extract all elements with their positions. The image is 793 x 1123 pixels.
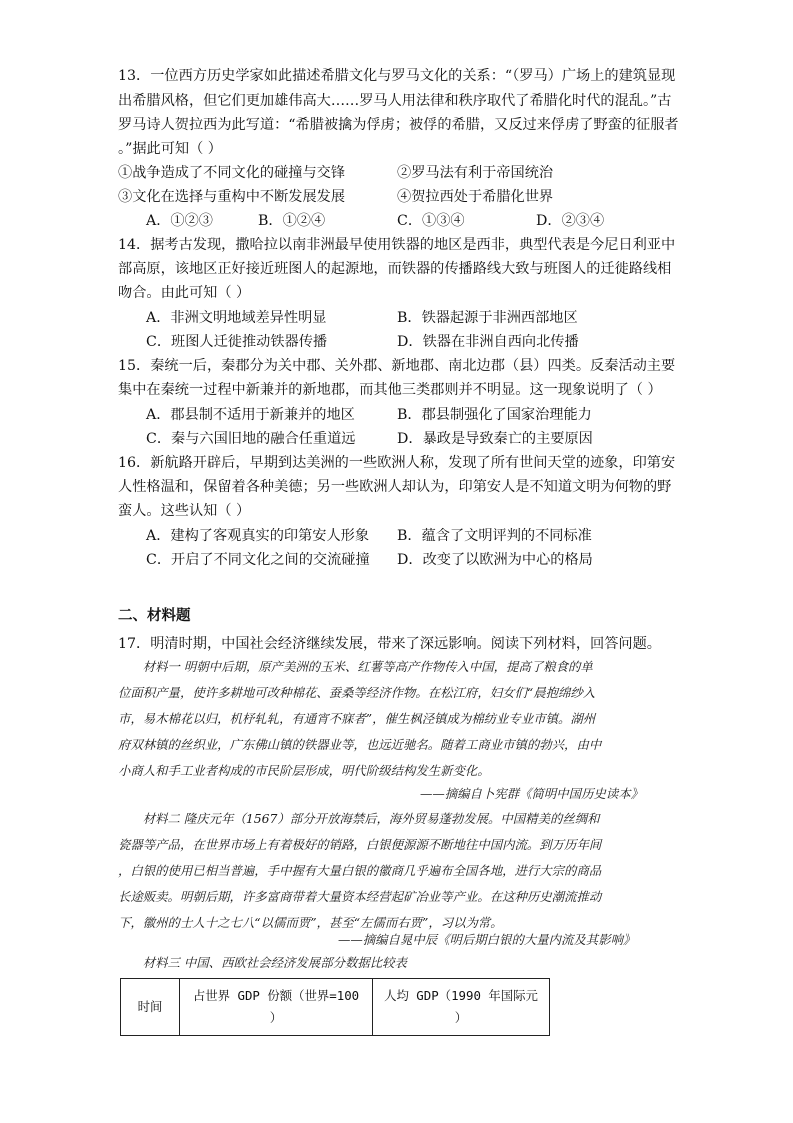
material-1-line-5: 小商人和手工业者构成的市民阶层形成，明代阶级结构发生新变化。 [118, 763, 490, 778]
table-header-row [121, 979, 550, 1036]
q15-stem-line-1: 15．秦统一后，秦郡分为关中郡、关外郡、新地郡、南北边郡（县）四类。反秦活动主要 [118, 358, 676, 374]
material-1-line-3: 市，易木棉花以归，机杼轧轧，有通宵不寐者”，催生枫泾镇成为棉纺业专业市镇。湖州 [118, 711, 596, 726]
material-2-line-2: 瓷器等产品，在世界市场上有着极好的销路，白银便源源不断地往中国内流。到万历年间 [118, 837, 602, 852]
q15-stem-line-2: 集中在秦统一过程中新兼并的新地郡，而其他三类郡则并不明显。这一现象说明了（ ） [118, 382, 662, 398]
q13-item-1: ①战争造成了不同文化的碰撞与交锋 [118, 165, 346, 181]
q13-item-2: ②罗马法有利于帝国统治 [397, 165, 554, 181]
material-1-line-2: 位面积产量，使许多耕地可改种棉花、蚕桑等经济作物。在松江府，妇女们“晨抱绵纱入 [118, 685, 596, 700]
q14-stem-line-1: 14．据考古发现，撒哈拉以南非洲最早使用铁器的地区是西非，典型代表是今尼日利亚中 [118, 237, 676, 253]
section-title: 二、材料题 [118, 608, 191, 624]
q15-option-c[interactable]: C．秦与六国旧地的融合任重道远 [146, 431, 356, 447]
q15-option-d[interactable]: D．暴政是导致秦亡的主要原因 [397, 431, 593, 447]
material-1-line-1: 材料一 明朝中后期，原产美洲的玉米、红薯等高产作物传入中国，提高了粮食的单 [118, 659, 593, 674]
q13-stem-line-4: 。”据此可知（ ） [118, 141, 222, 157]
table-header-gdp-per-capita-line-1: 人均 GDP（1990 年国际元 [384, 988, 538, 1003]
q16-stem-line-1: 16．新航路开辟后，早期到达美洲的一些欧洲人称，发现了所有世间天堂的迹象，印第安 [118, 455, 676, 471]
q13-stem-line-1: 13．一位西方历史学家如此描述希腊文化与罗马文化的关系：“（罗马）广场上的建筑显现 [118, 68, 676, 84]
table-header-gdp-share-line-1: 占世界 GDP 份额（世界=100 [192, 988, 360, 1003]
q13-option-b[interactable]: B．①②④ [258, 213, 326, 229]
material-1-line-4: 府双林镇的丝织业，广东佛山镇的铁器业等，也远近驰名。随着工商业市镇的勃兴，由中 [118, 737, 602, 752]
q13-option-c[interactable]: C．①③④ [397, 213, 465, 229]
table-header-gdp-per-capita-line-2: ） [454, 1010, 468, 1025]
material-3-title: 材料三 中国、西欧社会经济发展部分数据比较表 [118, 955, 407, 970]
q13-option-d[interactable]: D．②③④ [536, 213, 605, 229]
q15-option-a[interactable]: A．郡县制不适用于新兼并的地区 [146, 407, 355, 423]
table-header-gdp-per-capita [373, 979, 550, 1036]
q16-stem-line-2: 人性格温和，保留着各种美德；另一些欧洲人却认为，印第安人是不知道文明为何物的野 [118, 479, 672, 495]
table-header-gdp-share-line-2: ） [269, 1010, 283, 1025]
q16-option-c[interactable]: C．开启了不同文化之间的交流碰撞 [146, 552, 370, 568]
material-2-line-3: ，白银的使用已相当普遍，手中握有大量白银的徽商几乎遍布全国各地，进行大宗的商品 [118, 863, 602, 878]
material-1-source: ——摘编自卜宪群《简明中国历史读本》 [420, 786, 644, 801]
q13-stem-line-2: 出希腊风格，但它们更加雄伟高大……罗马人用法律和秩序取代了希腊化时代的混乱。”古 [118, 93, 672, 109]
q14-option-c[interactable]: C．班图人迁徙推动铁器传播 [146, 334, 328, 350]
q16-option-a[interactable]: A．建构了客观真实的印第安人形象 [146, 528, 370, 544]
q14-stem-line-3: 吻合。由此可知（ ） [118, 285, 251, 301]
q14-option-b[interactable]: B．铁器起源于非洲西部地区 [397, 310, 578, 326]
material-2-line-5: 下，徽州的士人十之七八“以儒而贾”，甚至“左儒而右贾”，习以为常。 [118, 915, 503, 930]
q17-stem: 17．明清时期，中国社会经济继续发展，带来了深远影响。阅读下列材料，回答问题。 [118, 636, 661, 652]
table-header-time: 时间 [121, 979, 180, 1036]
q13-item-4: ④贺拉西处于希腊化世界 [397, 189, 554, 205]
q16-stem-line-3: 蛮人。这些认知（ ） [118, 503, 251, 519]
material-2-line-1: 材料二 隆庆元年（1567）部分开放海禁后，海外贸易蓬勃发展。中国精美的丝绸和 [118, 811, 600, 826]
q16-option-d[interactable]: D．改变了以欧洲为中心的格局 [397, 552, 593, 568]
q16-option-b[interactable]: B．蕴含了文明评判的不同标准 [397, 528, 592, 544]
q14-option-a[interactable]: A．非洲文明地域差异性明显 [146, 310, 327, 326]
q14-option-d[interactable]: D．铁器在非洲自西向北传播 [397, 334, 579, 350]
q13-stem-line-3: 罗马诗人贺拉西为此写道：“希腊被擒为俘虏；被俘的希腊，又反过来俘虏了野蛮的征服者 [118, 117, 679, 133]
q15-option-b[interactable]: B．郡县制强化了国家治理能力 [397, 407, 592, 423]
q13-item-3: ③文化在选择与重构中不断发展发展 [118, 189, 346, 205]
table-header-gdp-share [180, 979, 373, 1036]
material-2-line-4: 长途贩卖。明朝后期，许多富商带着大量资本经营起矿冶业等产业。在这种历史潮流推动 [118, 889, 602, 904]
comparison-table [120, 978, 550, 1036]
q13-option-a[interactable]: A．①②③ [146, 213, 213, 229]
material-2-source: ——摘编自晁中辰《明后期白银的大量内流及其影响》 [338, 932, 636, 947]
q14-stem-line-2: 部高原，该地区正好接近班图人的起源地，而铁器的传播路线大致与班图人的迁徙路线相 [118, 261, 672, 277]
